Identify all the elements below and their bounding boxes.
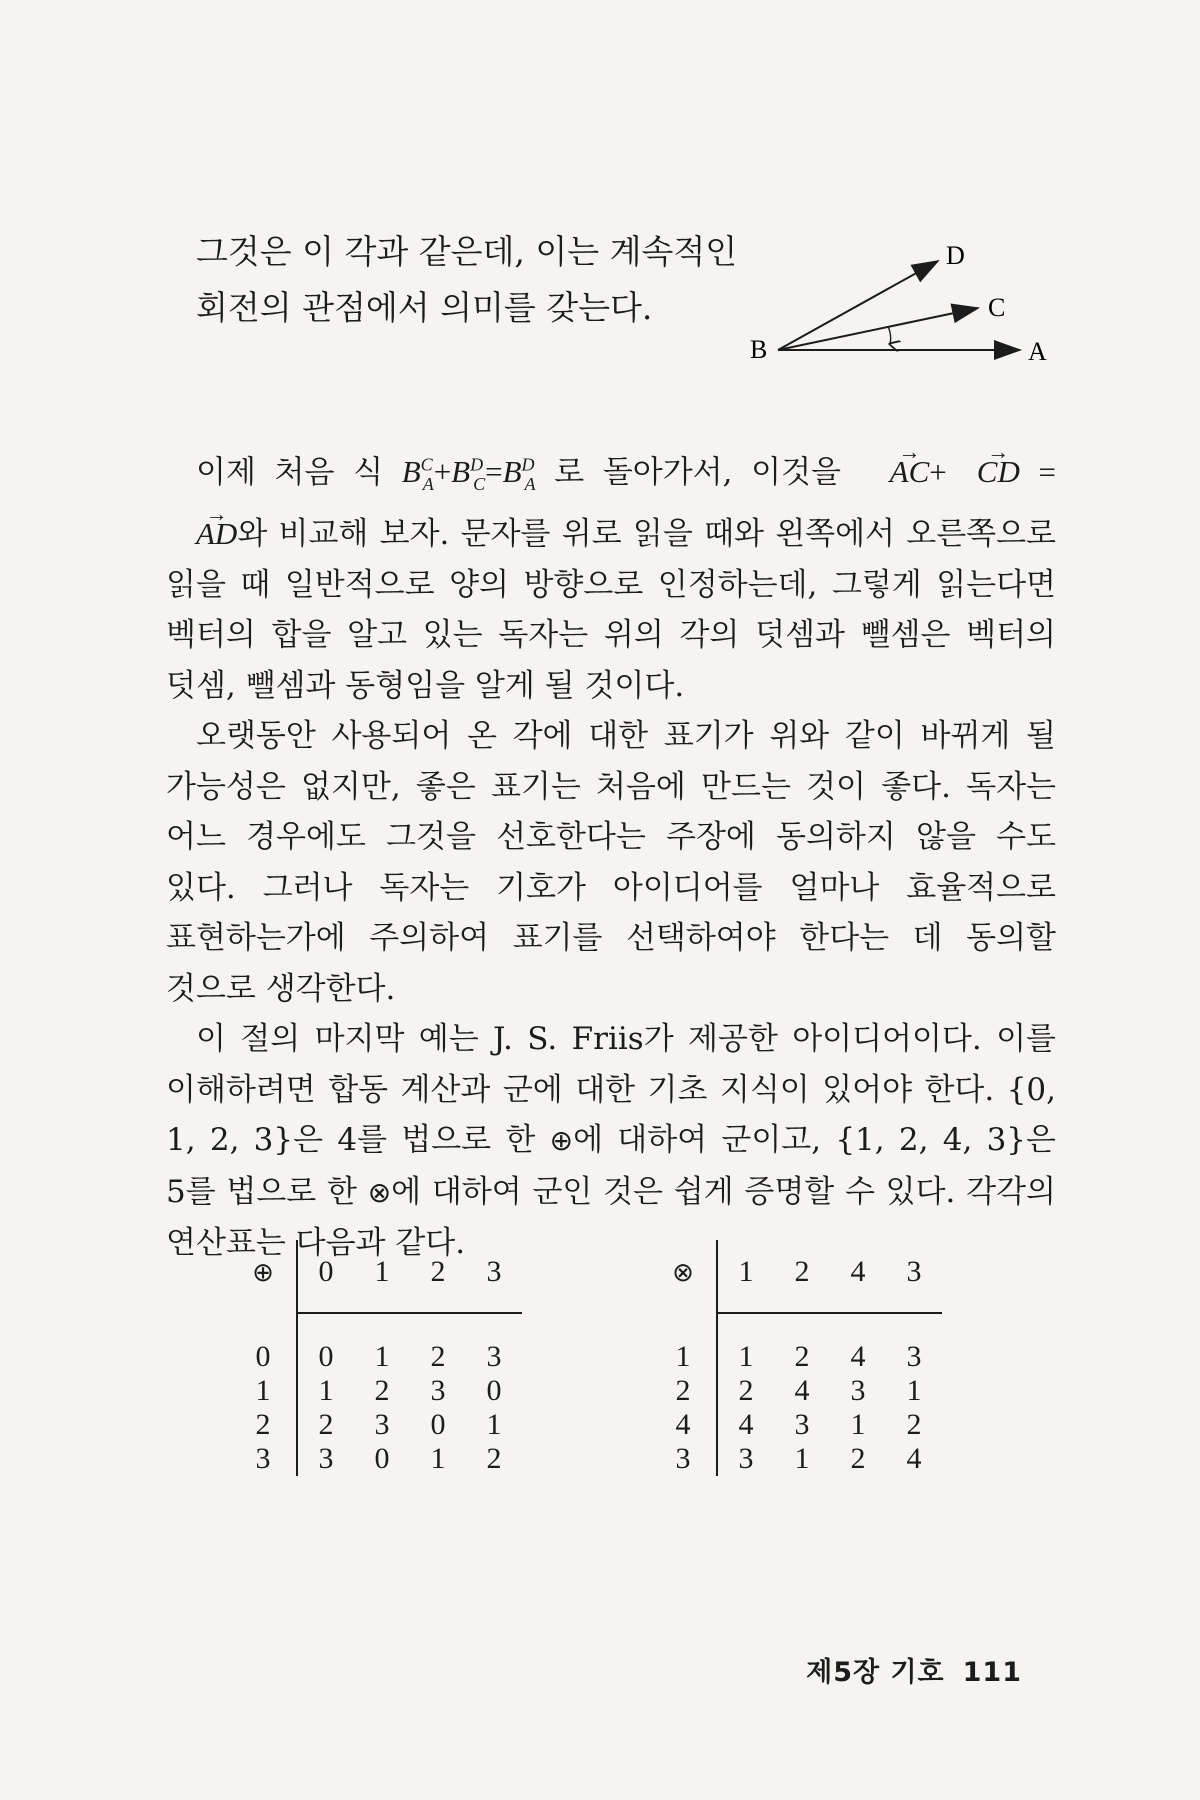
- table-row: [650, 1374, 942, 1408]
- angle-diagram: [740, 230, 1070, 380]
- para1-text-1: 이제 처음 식: [196, 454, 384, 491]
- table-cell: 2: [906, 1408, 922, 1441]
- row-header: 1: [650, 1313, 717, 1374]
- math-b2: B: [451, 454, 471, 490]
- vector-ac: AC →: [860, 447, 930, 498]
- table-cell: 4: [794, 1374, 810, 1407]
- para3-text-1: 이 절의 마지막 예는 J. S. Friis가 제공한 아이디어이다. 이를 이해하려면 합동 계산과 군에 대한 기초 지식이 있어야 한다. {0, 1, 2, 3}은 4를 법으로 한: [166, 1021, 1056, 1159]
- math-b1-sup: C: [420, 455, 433, 475]
- table-cell: 1: [738, 1340, 754, 1373]
- label-c: C: [988, 293, 1006, 322]
- table-header-row: [230, 1240, 522, 1313]
- table-cell: 2: [738, 1374, 754, 1407]
- table-cell: 3: [906, 1340, 922, 1373]
- row-header: 2: [230, 1408, 297, 1442]
- multiplication-mod5-table: [650, 1240, 942, 1476]
- table-cell: 1: [318, 1374, 334, 1407]
- table-row: [650, 1313, 942, 1374]
- math-b2-sub: C: [473, 473, 486, 494]
- table-corner-otimes: ⊗: [650, 1240, 717, 1313]
- math-b2-sup: D: [470, 455, 484, 475]
- table-row: [230, 1442, 522, 1476]
- table-cell: 4: [906, 1442, 922, 1475]
- table-cell: 2: [486, 1442, 502, 1475]
- otimes-symbol: ⊗: [367, 1175, 392, 1209]
- vector-cd: CD →: [947, 447, 1020, 498]
- table-cell: 3: [850, 1374, 866, 1407]
- label-d: D: [946, 241, 965, 270]
- table-cell: 0: [374, 1442, 390, 1475]
- row-header: 4: [650, 1408, 717, 1442]
- row-header: 0: [230, 1313, 297, 1374]
- body-text: [166, 440, 1056, 1269]
- math-eq1: =: [485, 454, 503, 490]
- paragraph-1: [166, 440, 1056, 711]
- math-b1: B: [401, 454, 421, 490]
- table-cell: 3: [794, 1408, 810, 1441]
- ray-bc: [778, 308, 978, 350]
- math-plus1: +: [433, 454, 452, 490]
- table-cell: 4: [850, 1340, 866, 1373]
- table-cell: 4: [738, 1408, 754, 1441]
- math-plus2: +: [929, 454, 947, 490]
- table-cell: 2: [318, 1408, 334, 1441]
- math-b3-sup: D: [521, 455, 535, 475]
- table-cell: 3: [318, 1442, 334, 1475]
- table-cell: 1: [906, 1374, 922, 1407]
- table-header-row: [650, 1240, 942, 1313]
- para1-text-2: 로 돌아가서, 이것을: [554, 454, 841, 491]
- row-header: 3: [650, 1442, 717, 1476]
- table-row: [230, 1313, 522, 1374]
- table-cell: 1: [374, 1340, 390, 1373]
- table-cell: 1: [794, 1442, 810, 1475]
- row-header: 1: [230, 1374, 297, 1408]
- label-a: A: [1028, 337, 1047, 366]
- table-cell: 0: [486, 1374, 502, 1407]
- table-cell: 3: [374, 1408, 390, 1441]
- table-cell: 1: [850, 1408, 866, 1441]
- para1-text-3: 와 비교해 보자. 문자를 위로 읽을 때와 왼쪽에서 오른쪽으로 읽을 때 일반적으로 양의 방향으로 인정하는데, 그렇게 읽는다면 벡터의 합을 알고 있는 독자는 위의 각의 덧셈과 뺄셈은 벡터의 덧셈, 뺄셈과 동형임을 알게 될 것이다.: [166, 516, 1056, 704]
- oplus-symbol: ⊕: [549, 1124, 574, 1158]
- intro-line-2: 회전의 관점에서 의미를 갖는다.: [196, 288, 653, 327]
- vector-ad: AD →: [166, 509, 237, 560]
- table-cell: 0: [430, 1408, 446, 1441]
- angle-arc: [888, 326, 891, 344]
- table-cell: 1: [486, 1408, 502, 1441]
- column-header: 2: [410, 1240, 466, 1313]
- table-corner-oplus: ⊕: [230, 1240, 297, 1313]
- table-cell: 2: [374, 1374, 390, 1407]
- column-header: 3: [466, 1240, 522, 1313]
- intro-line-1: 그것은 이 각과 같은데, 이는 계속적인: [196, 232, 738, 271]
- ray-bd: [778, 261, 938, 350]
- page-number: 111: [962, 1657, 1022, 1688]
- page-footer: [806, 1650, 1022, 1689]
- math-eq2: =: [1038, 454, 1056, 490]
- chapter-title: 제5장 기호: [806, 1657, 945, 1688]
- table-row: [230, 1408, 522, 1442]
- math-b3: B: [502, 454, 522, 490]
- paragraph-3: [166, 1014, 1056, 1269]
- table-cell: 1: [430, 1442, 446, 1475]
- table-cell: 2: [794, 1340, 810, 1373]
- paragraph-2: 오랫동안 사용되어 온 각에 대한 표기가 위와 같이 바뀌게 될 가능성은 없지만, 좋은 표기는 처음에 만드는 것이 좋다. 독자는 어느 경우에도 그것을 선호한다는 주장에 동의하지 않을 수도 있다. 그러나 독자는 기호가 아이디어를 얼마나 효율적으로 표현하는가에 주의하여 표기를 선택하여야 한다는 데 동의할 것으로 생각한다.: [166, 718, 1056, 1007]
- para3-text-3: 에 대하여 군인 것은 쉽게 증명할 수 있다. 각각의 연산표는 다음과 같다.: [166, 1173, 1056, 1262]
- table-cell: 2: [430, 1340, 446, 1373]
- table-cell: 0: [318, 1340, 334, 1373]
- row-header: 3: [230, 1442, 297, 1476]
- column-header: 1: [354, 1240, 410, 1313]
- math-b3-sub: A: [524, 473, 536, 494]
- table-row: [650, 1442, 942, 1476]
- para3-text-2: 에 대하여 군이고, {1, 2, 4, 3}은 5를 법으로 한: [166, 1122, 1056, 1210]
- column-header: 4: [830, 1240, 886, 1313]
- label-b: B: [750, 335, 768, 364]
- table-cell: 3: [486, 1340, 502, 1373]
- table-cell: 2: [850, 1442, 866, 1475]
- equation-angle-sum: [401, 454, 536, 494]
- math-b1-sub: A: [422, 473, 434, 494]
- column-header: 3: [886, 1240, 942, 1313]
- intro-text: [196, 224, 756, 336]
- table-row: [650, 1408, 942, 1442]
- table-cell: 3: [738, 1442, 754, 1475]
- row-header: 2: [650, 1374, 717, 1408]
- addition-mod4-table: [230, 1240, 522, 1476]
- column-header: 0: [297, 1240, 354, 1313]
- column-header: 2: [774, 1240, 830, 1313]
- table-cell: 3: [430, 1374, 446, 1407]
- table-row: [230, 1374, 522, 1408]
- column-header: 1: [717, 1240, 774, 1313]
